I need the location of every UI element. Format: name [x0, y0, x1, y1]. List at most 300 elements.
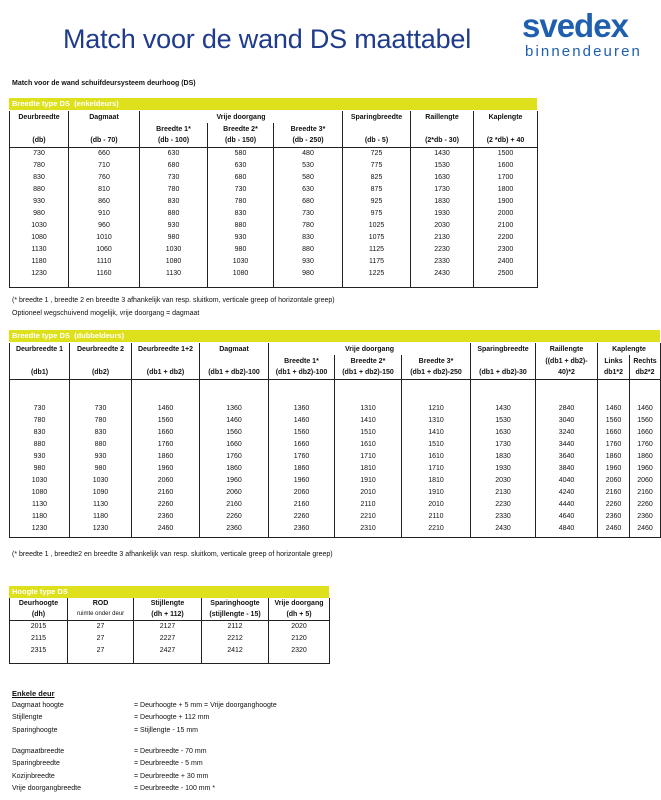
- table-cell: 830: [10, 172, 69, 184]
- formula-value: = Deurbreedte - 5 mm: [134, 760, 203, 768]
- table-cell: 4840: [536, 523, 598, 535]
- table-cell: 1660: [269, 439, 335, 451]
- table-cell: 1860: [630, 451, 661, 463]
- formula-breedte-1: (db1 + db2)-100: [269, 367, 335, 379]
- formula-label: Sparingbreedte: [12, 760, 60, 768]
- table-cell: 630: [140, 147, 208, 160]
- table-cell: 2260: [598, 499, 630, 511]
- table-row: [10, 268, 538, 280]
- table-cell: 925: [343, 196, 411, 208]
- table-cell: 1160: [69, 268, 140, 280]
- table-cell: 27: [68, 633, 134, 645]
- table-cell: 2360: [598, 511, 630, 523]
- col-breedte-1: Breedte 1*: [140, 123, 208, 135]
- table-cell: 1500: [474, 147, 538, 160]
- table-cell: 2060: [269, 487, 335, 499]
- table-cell: 1760: [598, 439, 630, 451]
- table-cell: 1460: [269, 415, 335, 427]
- table-cell: 2230: [471, 499, 536, 511]
- table-cell: 1310: [335, 403, 402, 415]
- col-breedte-1: Breedte 1*: [269, 355, 335, 367]
- table-row: [10, 244, 538, 256]
- table-cell: 2260: [200, 511, 269, 523]
- table-cell: 1030: [140, 244, 208, 256]
- table-cell: 780: [10, 415, 70, 427]
- table-cell: 1080: [140, 256, 208, 268]
- col-breedte-2: Breedte 2*: [208, 123, 274, 135]
- table-cell: 2130: [411, 232, 474, 244]
- formula-sparinghoogte: (stijllengte - 15): [202, 609, 269, 620]
- formula-dagmaat: (db - 70): [69, 135, 140, 147]
- table-cell: 830: [10, 427, 70, 439]
- table-cell: 730: [10, 403, 70, 415]
- table-cell: 1600: [474, 160, 538, 172]
- table-cell: 780: [140, 184, 208, 196]
- table-cell: 2300: [474, 244, 538, 256]
- formula-breedte-1: (db - 100): [140, 135, 208, 147]
- table-cell: 1860: [132, 451, 200, 463]
- table-cell: 1075: [343, 232, 411, 244]
- formula-db2: (db2): [70, 367, 132, 379]
- enkele-deur-title: Enkele deur: [12, 689, 55, 698]
- table-cell: 1460: [630, 403, 661, 415]
- table-cell: 710: [69, 160, 140, 172]
- table1-footnote: (* breedte 1 , breedte 2 en breedte 3 afhankelijk van resp. sluitkom, verticale greep of horizontale greep): [12, 297, 335, 304]
- table-row: [10, 439, 661, 451]
- svedex-logo: [522, 8, 658, 60]
- table-cell: 1410: [402, 427, 471, 439]
- table-cell: 1080: [208, 268, 274, 280]
- table1-option-note: Optioneel wegschuivend mogelijk, vrije doorgang = dagmaat: [12, 310, 200, 317]
- table-row: [10, 620, 330, 633]
- col-raillengte: Raillengte: [411, 111, 474, 123]
- col-links: Links: [598, 355, 630, 367]
- table-cell: 1030: [10, 220, 69, 232]
- table-row: [10, 196, 538, 208]
- table-cell: 580: [274, 172, 343, 184]
- table-cell: 860: [69, 196, 140, 208]
- table-cell: 2230: [411, 244, 474, 256]
- table-cell: 1460: [200, 415, 269, 427]
- table-cell: 1310: [402, 415, 471, 427]
- table-cell: 1110: [69, 256, 140, 268]
- table-cell: 980: [70, 463, 132, 475]
- table-cell: 725: [343, 147, 411, 160]
- table-row: [10, 523, 661, 535]
- table-cell: 780: [274, 220, 343, 232]
- table-cell: 1180: [10, 511, 70, 523]
- table-cell: 2130: [471, 487, 536, 499]
- table-row: [10, 184, 538, 196]
- formula-label: Vrije doorgangbreedte: [12, 784, 82, 792]
- table-cell: 2010: [335, 487, 402, 499]
- table-cell: 1030: [70, 475, 132, 487]
- table-cell: 1560: [200, 427, 269, 439]
- col-deurbreedte: Deurbreedte: [10, 111, 69, 123]
- table-cell: 730: [140, 172, 208, 184]
- table-cell: 4040: [536, 475, 598, 487]
- table-cell: 1080: [10, 232, 69, 244]
- table-cell: 1630: [471, 427, 536, 439]
- formula-dagmaat: (db1 + db2)-100: [200, 367, 269, 379]
- table-cell: 2360: [132, 511, 200, 523]
- table-row: [10, 232, 538, 244]
- table-cell: 1510: [335, 427, 402, 439]
- col-deurbreedte-1: Deurbreedte 1: [10, 343, 70, 355]
- table-cell: 910: [69, 208, 140, 220]
- table-cell: 2060: [200, 487, 269, 499]
- table-cell: 2020: [269, 620, 330, 633]
- table-row: [10, 511, 661, 523]
- table-cell: 2260: [630, 499, 661, 511]
- table-cell: 1930: [411, 208, 474, 220]
- table-cell: 2120: [269, 633, 330, 645]
- table-cell: 730: [208, 184, 274, 196]
- table-cell: 630: [208, 160, 274, 172]
- table-cell: 1130: [140, 268, 208, 280]
- table-cell: 2060: [630, 475, 661, 487]
- table-cell: 1180: [10, 256, 69, 268]
- table-cell: 2100: [474, 220, 538, 232]
- formula-breedte-2: (db - 150): [208, 135, 274, 147]
- table-cell: 1900: [474, 196, 538, 208]
- table-row: [10, 475, 661, 487]
- table-cell: 1210: [402, 403, 471, 415]
- table-cell: 960: [69, 220, 140, 232]
- table-cell: 2840: [536, 403, 598, 415]
- formula-breedte-3: (db1 + db2)-250: [402, 367, 471, 379]
- table-cell: 2015: [10, 620, 68, 633]
- table-cell: 2210: [402, 523, 471, 535]
- table-cell: 2360: [269, 523, 335, 535]
- col-sparingbreedte: Sparingbreedte: [343, 111, 411, 123]
- table-cell: 1610: [402, 451, 471, 463]
- table-cell: 2160: [132, 487, 200, 499]
- table-cell: 580: [208, 147, 274, 160]
- col-vrije-doorgang: Vrije doorgang: [140, 111, 343, 123]
- table-cell: 1830: [471, 451, 536, 463]
- table-row: [10, 208, 538, 220]
- table-cell: 3240: [536, 427, 598, 439]
- table-row: [10, 415, 661, 427]
- table-cell: 1430: [411, 147, 474, 160]
- formula-raillengte-part1: ((db1 + db2)-: [536, 355, 598, 367]
- table-cell: 1710: [335, 451, 402, 463]
- col-raillengte: Raillengte: [536, 343, 598, 355]
- table-cell: 27: [68, 620, 134, 633]
- table-cell: 2500: [474, 268, 538, 280]
- formula-stijllengte: (dh + 112): [134, 609, 202, 620]
- table-cell: 980: [10, 463, 70, 475]
- table-cell: 2310: [335, 523, 402, 535]
- double-door-width-table: [9, 343, 661, 538]
- table-cell: 880: [208, 220, 274, 232]
- col-kaplengte: Kaplengte: [474, 111, 538, 123]
- table-cell: 1800: [474, 184, 538, 196]
- formula-raillengte: (2*db - 30): [411, 135, 474, 147]
- table-cell: 930: [208, 232, 274, 244]
- table-cell: 27: [68, 645, 134, 657]
- formula-value: = Deurhoogte + 112 mm: [134, 714, 210, 722]
- table-cell: 2320: [269, 645, 330, 657]
- col-stijllengte: Stijllengte: [134, 598, 202, 609]
- table-cell: 880: [140, 208, 208, 220]
- table-cell: 930: [140, 220, 208, 232]
- table-cell: 1760: [132, 439, 200, 451]
- table-cell: 1610: [335, 439, 402, 451]
- formula-label: Dagmaat hoogte: [12, 702, 64, 709]
- table-cell: 2200: [474, 232, 538, 244]
- table-cell: 880: [70, 439, 132, 451]
- table-cell: 1175: [343, 256, 411, 268]
- table-cell: 1860: [269, 463, 335, 475]
- col-sparinghoogte: Sparinghoogte: [202, 598, 269, 609]
- table-cell: 1760: [200, 451, 269, 463]
- formula-sparingbreedte: (db - 5): [343, 135, 411, 147]
- formula-db: (db): [10, 135, 69, 147]
- table-cell: 2000: [474, 208, 538, 220]
- table3-band: Hoogte type DS: [9, 586, 329, 598]
- formula-dh: (dh): [10, 609, 68, 620]
- formula-value: = Deurbreedte - 70 mm: [134, 748, 207, 755]
- table-cell: 1130: [10, 499, 70, 511]
- table-cell: 1410: [335, 415, 402, 427]
- table-cell: 1460: [598, 403, 630, 415]
- table-cell: 1760: [630, 439, 661, 451]
- table-cell: 2330: [411, 256, 474, 268]
- table-cell: 1830: [411, 196, 474, 208]
- table-cell: 1360: [269, 403, 335, 415]
- table-cell: 975: [343, 208, 411, 220]
- table-cell: 2460: [630, 523, 661, 535]
- page-title: Match voor de wand DS maattabel: [63, 24, 472, 54]
- table-row: [10, 403, 661, 415]
- table-cell: 1230: [10, 523, 70, 535]
- table-cell: 2360: [200, 523, 269, 535]
- formula-sparingbreedte: (db1 + db2)-30: [471, 367, 536, 379]
- table-cell: 2400: [474, 256, 538, 268]
- col-vrije-doorgang: Vrije doorgang: [269, 598, 330, 609]
- table-cell: 760: [69, 172, 140, 184]
- table-cell: 1660: [200, 439, 269, 451]
- table-cell: 1630: [411, 172, 474, 184]
- table-cell: 1230: [10, 268, 69, 280]
- table-cell: 1860: [598, 451, 630, 463]
- formula-links: db1*2: [598, 367, 630, 379]
- table-cell: 1560: [598, 415, 630, 427]
- table-cell: 730: [10, 147, 69, 160]
- col-kaplengte: Kaplengte: [598, 343, 661, 355]
- logo-tagline: binnendeuren: [525, 43, 642, 60]
- table-cell: 1360: [200, 403, 269, 415]
- single-door-width-table: [9, 111, 538, 288]
- col-rod: ROD: [68, 598, 134, 609]
- col-dagmaat: Dagmaat: [200, 343, 269, 355]
- table-cell: 3840: [536, 463, 598, 475]
- table-cell: 2260: [132, 499, 200, 511]
- table-cell: 2160: [630, 487, 661, 499]
- table-cell: 1700: [474, 172, 538, 184]
- table-cell: 680: [208, 172, 274, 184]
- table-cell: 2412: [202, 645, 269, 657]
- table-cell: 1530: [411, 160, 474, 172]
- table-cell: 1710: [402, 463, 471, 475]
- table-cell: 1130: [10, 244, 69, 256]
- table-cell: 1230: [70, 523, 132, 535]
- table-cell: 2060: [132, 475, 200, 487]
- formula-breedte-3: (db - 250): [274, 135, 343, 147]
- table-cell: 2427: [134, 645, 202, 657]
- table-cell: 660: [69, 147, 140, 160]
- table-cell: 2330: [471, 511, 536, 523]
- col-breedte-3: Breedte 3*: [402, 355, 471, 367]
- table-cell: 830: [274, 232, 343, 244]
- formula-kaplengte: (2 *db) + 40: [474, 135, 538, 147]
- table-cell: 1910: [402, 487, 471, 499]
- table-cell: 1910: [335, 475, 402, 487]
- formula-breedte-2: (db1 + db2)-150: [335, 367, 402, 379]
- table-row: [10, 451, 661, 463]
- table-cell: 1760: [269, 451, 335, 463]
- table-cell: 2460: [598, 523, 630, 535]
- table-cell: 2112: [202, 620, 269, 633]
- table1-band: Breedte type DS (enkeldeurs): [9, 98, 537, 110]
- col-sparingbreedte: Sparingbreedte: [471, 343, 536, 355]
- table-cell: 3440: [536, 439, 598, 451]
- table-cell: 980: [274, 268, 343, 280]
- table-cell: 1560: [269, 427, 335, 439]
- table-cell: 1060: [69, 244, 140, 256]
- table-cell: 1510: [402, 439, 471, 451]
- table-cell: 1560: [132, 415, 200, 427]
- table-cell: 825: [343, 172, 411, 184]
- table-row: [10, 220, 538, 232]
- table-cell: 1460: [132, 403, 200, 415]
- table-cell: 730: [274, 208, 343, 220]
- table-cell: 2127: [134, 620, 202, 633]
- formula-vrije-doorgang: (dh + 5): [269, 609, 330, 620]
- table-cell: 875: [343, 184, 411, 196]
- table-cell: 1960: [132, 463, 200, 475]
- table-cell: 1180: [70, 511, 132, 523]
- table-cell: 1530: [471, 415, 536, 427]
- table-row: [10, 427, 661, 439]
- table-cell: 1960: [630, 463, 661, 475]
- table-cell: 1660: [132, 427, 200, 439]
- table-cell: 2110: [402, 511, 471, 523]
- table-cell: 1810: [335, 463, 402, 475]
- logo-wordmark: svedex: [522, 7, 628, 44]
- table-row: [10, 172, 538, 184]
- formula-value: = Deurbreedte + 30 mm: [134, 772, 209, 780]
- table-cell: 930: [10, 196, 69, 208]
- formula-label: Sparinghoogte: [12, 726, 58, 734]
- table-cell: 2160: [598, 487, 630, 499]
- table-cell: 1125: [343, 244, 411, 256]
- table-row: [10, 160, 538, 172]
- table-cell: 2360: [630, 511, 661, 523]
- table-row: [10, 463, 661, 475]
- table-row: [10, 499, 661, 511]
- table-cell: 1090: [70, 487, 132, 499]
- formula-value: = Deurbreedte - 100 mm *: [134, 784, 216, 792]
- table-cell: 2115: [10, 633, 68, 645]
- col-deurhoogte: Deurhoogte: [10, 598, 68, 609]
- table-row: [10, 147, 538, 160]
- table-row: [10, 633, 330, 645]
- formula-db1: (db1): [10, 367, 70, 379]
- formula-value: = Stijllengte - 15 mm: [134, 726, 198, 734]
- table-cell: 980: [140, 232, 208, 244]
- table-cell: 730: [70, 403, 132, 415]
- table-cell: 1430: [471, 403, 536, 415]
- table-cell: 1860: [200, 463, 269, 475]
- formula-value: = Deurhoogte + 5 mm = Vrije doorganghoogte: [134, 702, 277, 709]
- table-cell: 2210: [335, 511, 402, 523]
- table-cell: 830: [70, 427, 132, 439]
- table-cell: 1025: [343, 220, 411, 232]
- formula-label: Stijllengte: [12, 714, 43, 722]
- formula-rod: ruimte onder deur: [68, 609, 134, 620]
- table-cell: 980: [10, 208, 69, 220]
- table-cell: 1080: [10, 487, 70, 499]
- col-vrije-doorgang: Vrije doorgang: [269, 343, 471, 355]
- table-cell: 2060: [598, 475, 630, 487]
- formula-raillengte-part2: 40)*2: [536, 367, 598, 379]
- formula-db1-db2: (db1 + db2): [132, 367, 200, 379]
- table-cell: 1660: [598, 427, 630, 439]
- table-cell: 1560: [630, 415, 661, 427]
- table-cell: 1730: [471, 439, 536, 451]
- table-cell: 780: [10, 160, 69, 172]
- table-cell: 1130: [70, 499, 132, 511]
- table-cell: 1730: [411, 184, 474, 196]
- table-cell: 630: [274, 184, 343, 196]
- table-cell: 2430: [471, 523, 536, 535]
- table-cell: 1960: [269, 475, 335, 487]
- table-cell: 980: [208, 244, 274, 256]
- table-cell: 3640: [536, 451, 598, 463]
- table-cell: 780: [208, 196, 274, 208]
- table-cell: 880: [10, 184, 69, 196]
- table-cell: 1810: [402, 475, 471, 487]
- table-cell: 930: [274, 256, 343, 268]
- table-cell: 830: [140, 196, 208, 208]
- table-cell: 930: [10, 451, 70, 463]
- col-rechts: Rechts: [630, 355, 661, 367]
- col-breedte-2: Breedte 2*: [335, 355, 402, 367]
- table-cell: 4240: [536, 487, 598, 499]
- col-dagmaat: Dagmaat: [69, 111, 140, 123]
- formula-label: Dagmaatbreedte: [12, 748, 65, 755]
- col-deurbreedte-2: Deurbreedte 2: [70, 343, 132, 355]
- table-cell: 810: [69, 184, 140, 196]
- table-cell: 4440: [536, 499, 598, 511]
- table-row: [10, 645, 330, 657]
- table-cell: 1660: [630, 427, 661, 439]
- table-cell: 2030: [411, 220, 474, 232]
- table-cell: 830: [208, 208, 274, 220]
- table-cell: 680: [274, 196, 343, 208]
- document-subtitle: Match voor de wand schuifdeursysteem deurhoog (DS): [12, 80, 196, 87]
- table-cell: 880: [10, 439, 70, 451]
- table-cell: 2160: [269, 499, 335, 511]
- table-cell: 1030: [10, 475, 70, 487]
- formula-label: Kozijnbreedte: [12, 772, 55, 780]
- table-cell: 1960: [200, 475, 269, 487]
- table-cell: 930: [70, 451, 132, 463]
- table-cell: 2010: [402, 499, 471, 511]
